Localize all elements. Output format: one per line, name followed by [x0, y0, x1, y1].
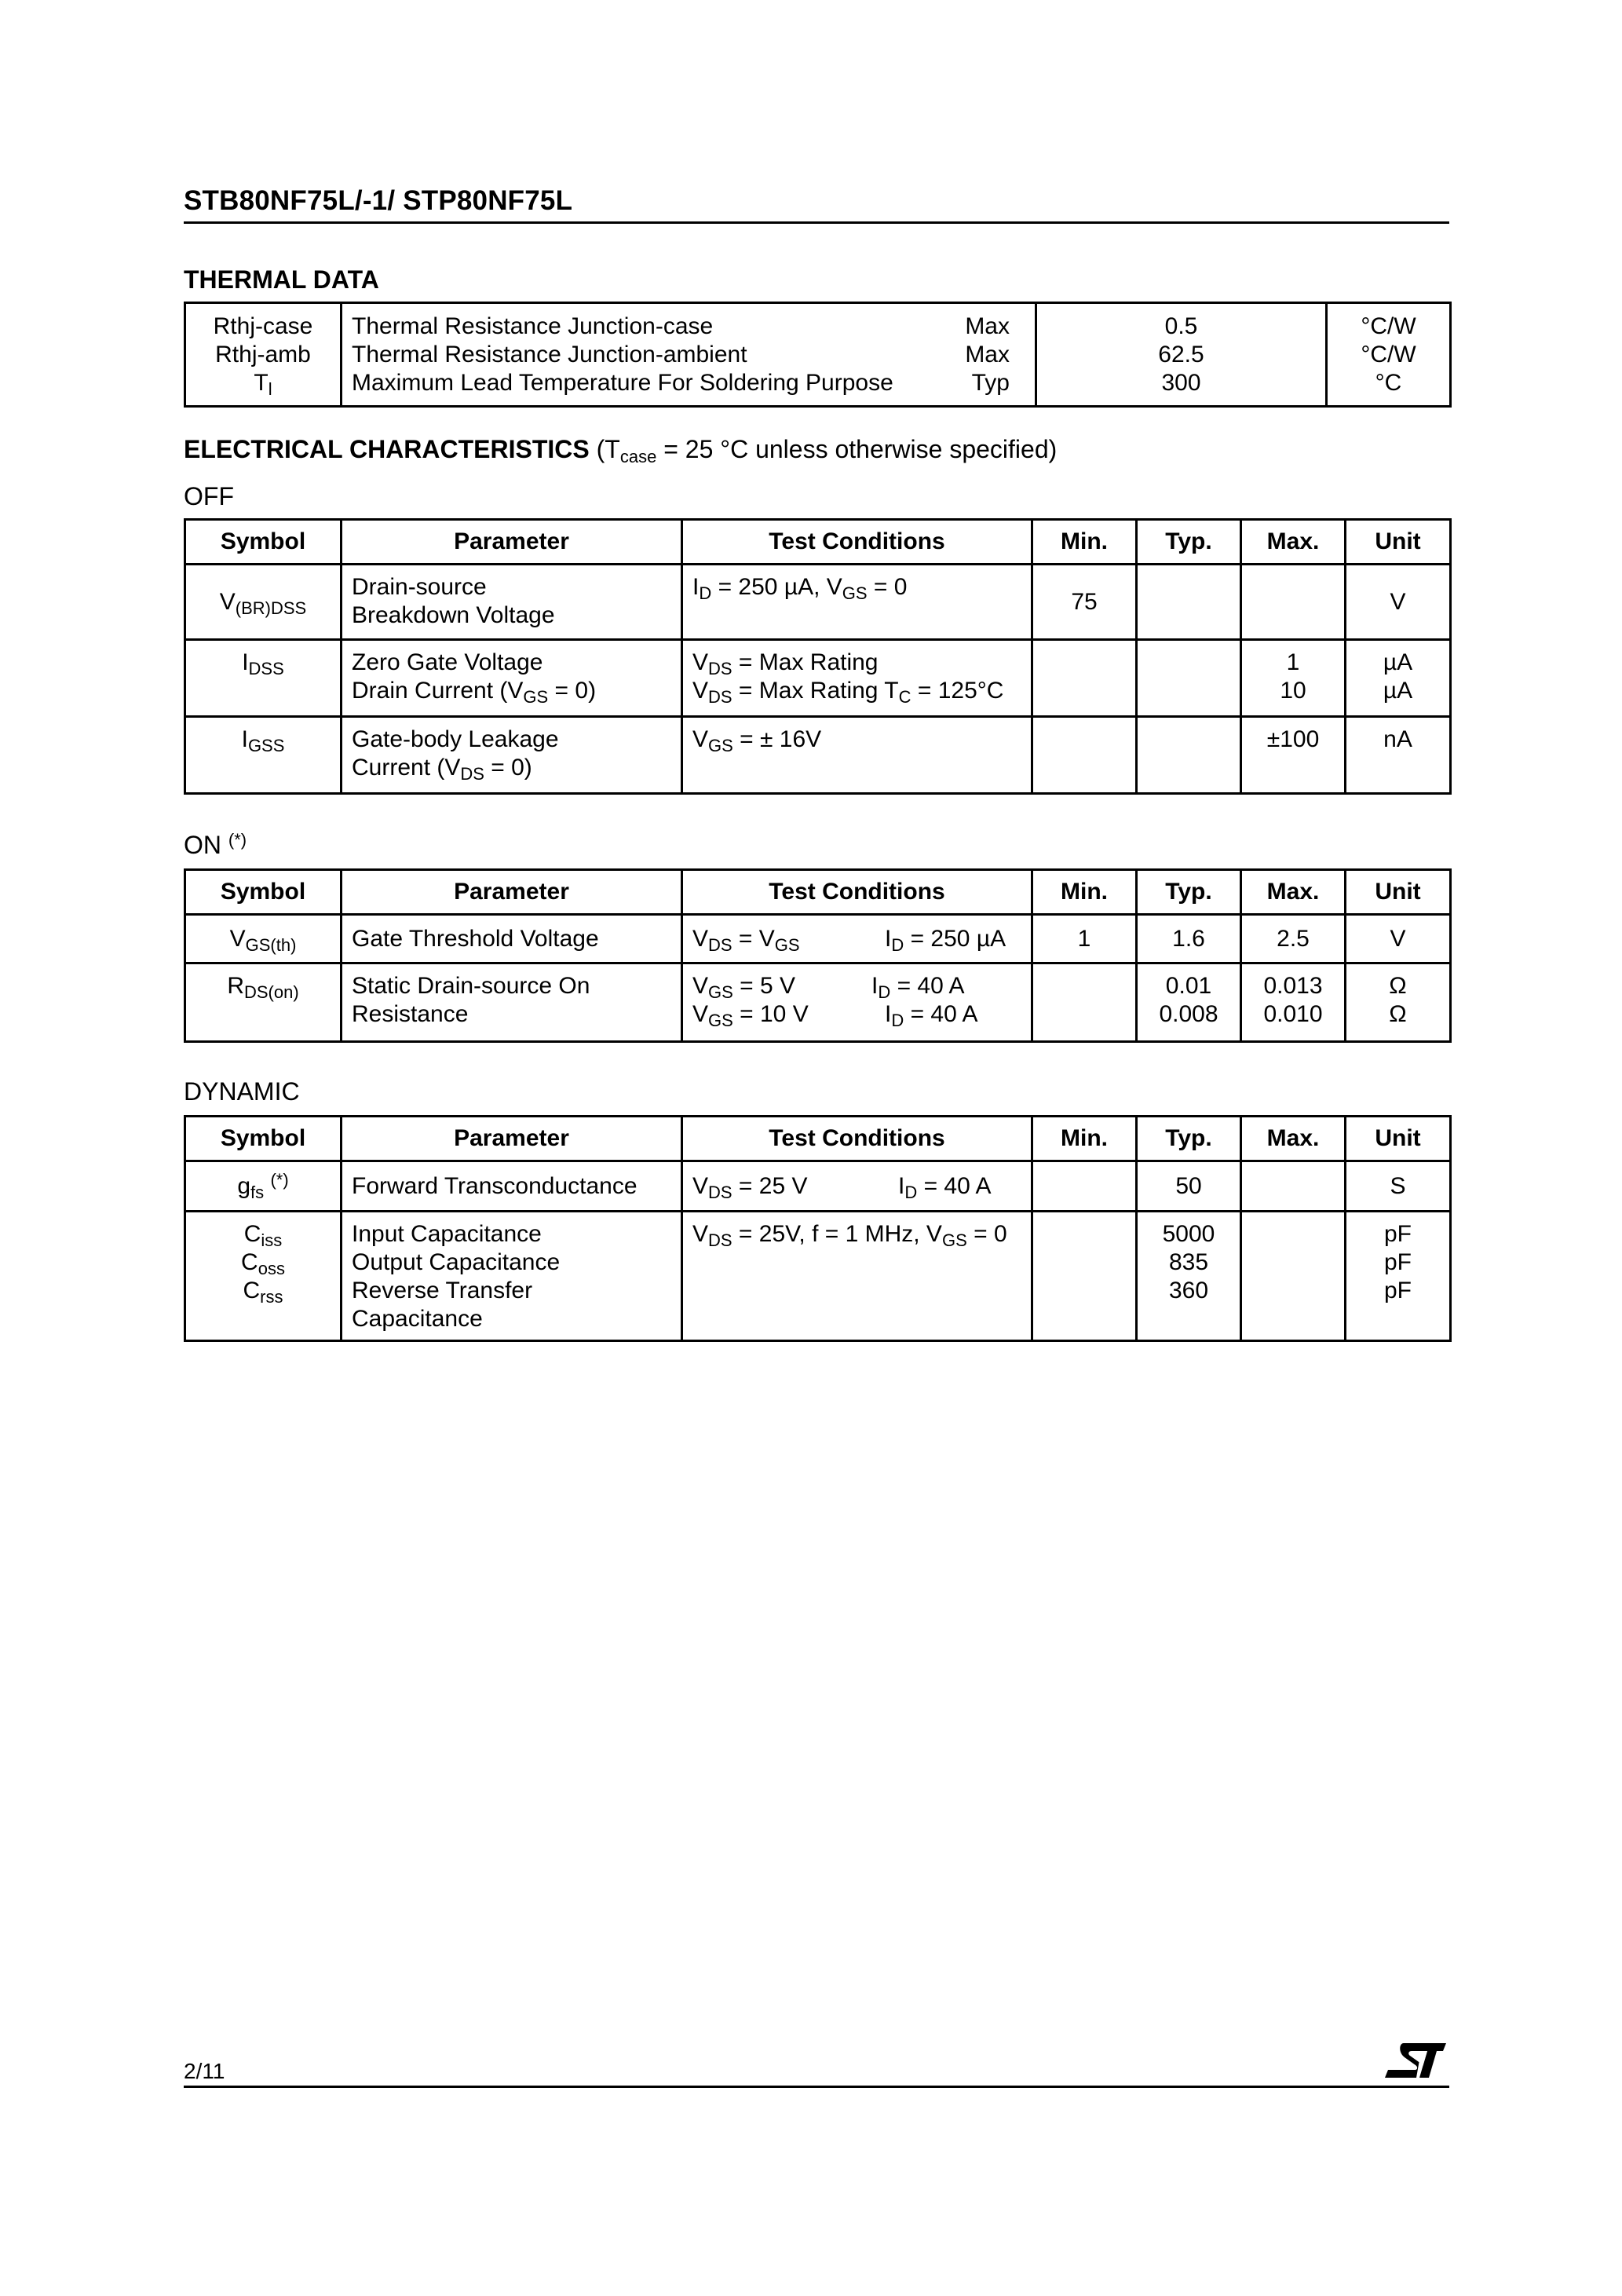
unit-value: Ω	[1389, 973, 1407, 999]
typ-cell	[1137, 717, 1241, 794]
dynamic-table	[184, 1115, 1452, 1342]
col-test-conditions: Test Conditions	[682, 870, 1032, 915]
cond-sub: GS	[842, 583, 868, 603]
cond-text: I	[885, 1001, 892, 1027]
st-logo-graphic	[1380, 2038, 1448, 2082]
cond-text: = 0	[867, 574, 908, 600]
parameter-text: = 0)	[548, 678, 597, 704]
cond-sub: D	[699, 583, 712, 603]
thermal-description: Thermal Resistance Junction-ambient	[352, 341, 747, 367]
cond-text: = 40 A	[904, 1001, 978, 1027]
table-row	[185, 1212, 1451, 1341]
thermal-description: Thermal Resistance Junction-case	[352, 313, 714, 339]
symbol-subscript: (BR)DSS	[235, 598, 307, 618]
cond-sub: D	[904, 1182, 918, 1202]
typ-cell	[1137, 640, 1241, 717]
cond-text: = V	[732, 925, 775, 952]
on-header-row	[185, 870, 1451, 915]
cond-text: = 10 V	[732, 1001, 809, 1027]
parameter-text: Zero Gate Voltage	[352, 649, 543, 675]
thermal-description: Maximum Lead Temperature For Soldering Purpose	[352, 369, 893, 396]
col-min: Min.	[1032, 1117, 1137, 1161]
cond-text: = 5 V	[732, 973, 796, 999]
symbol-text: C	[243, 1278, 261, 1303]
parameter-cell	[342, 717, 682, 794]
cond-sub: GS	[708, 736, 733, 755]
parameter-text: Capacitance	[352, 1306, 483, 1332]
dynamic-heading: DYNAMIC	[184, 1077, 300, 1106]
parameter-cell: Forward Transconductance	[342, 1161, 682, 1212]
symbol-text: C	[243, 1221, 261, 1247]
max-cell	[1241, 963, 1346, 1042]
cond-text: = ± 16V	[732, 726, 822, 752]
on-heading-text: ON	[184, 831, 221, 859]
unit-cell: V	[1346, 565, 1451, 640]
max-value: ±100	[1266, 726, 1320, 752]
cond-text: = 25V, f = 1 MHz, V	[732, 1221, 942, 1247]
symbol-text: g	[237, 1172, 250, 1199]
typ-value: 835	[1168, 1249, 1209, 1275]
thermal-symbol-subscript: l	[268, 378, 272, 399]
unit-cell: S	[1346, 1161, 1451, 1212]
cond-text: = 250 µA, V	[711, 574, 842, 600]
col-unit: Unit	[1346, 870, 1451, 915]
thermal-unit: °C	[1375, 369, 1402, 396]
col-min: Min.	[1032, 520, 1137, 565]
thermal-qualifier: Max	[965, 313, 1010, 339]
min-cell: 1	[1032, 915, 1137, 963]
typ-value: 0.01	[1165, 973, 1212, 999]
st-logo-icon	[1380, 2038, 1448, 2082]
cond-text: I	[692, 574, 700, 600]
electrical-heading	[184, 435, 1057, 464]
cond-right	[898, 1173, 991, 1200]
electrical-condition-rest: = 25 °C unless otherwise specified)	[656, 435, 1058, 463]
on-heading-note: (*)	[228, 830, 247, 850]
symbol-subscript: fs	[250, 1182, 265, 1202]
parameter-text: Input Capacitance	[352, 1221, 542, 1247]
cond-text: = 25 V	[732, 1172, 808, 1199]
thermal-value: 300	[1161, 369, 1201, 396]
col-max: Max.	[1241, 520, 1346, 565]
table-row	[185, 717, 1451, 794]
unit-value: nA	[1383, 726, 1412, 752]
on-table	[184, 868, 1452, 1043]
min-cell	[1032, 640, 1137, 717]
max-cell	[1241, 1161, 1346, 1212]
cond-left	[692, 1000, 885, 1029]
typ-value: 0.008	[1159, 1001, 1218, 1027]
parameter-text: Current (V	[352, 755, 461, 781]
symbol-text: I	[241, 726, 248, 752]
unit-value: pF	[1383, 1278, 1412, 1303]
conditions-cell	[682, 565, 1032, 640]
symbol-cell	[185, 963, 342, 1042]
symbol-text: V	[229, 925, 246, 952]
unit-value: Ω	[1389, 1001, 1407, 1027]
cond-text: = 0	[966, 1221, 1007, 1247]
parameter-cell	[342, 1212, 682, 1341]
cond-text: = 250 µA	[904, 925, 1006, 952]
symbol-subscript: oss	[258, 1259, 285, 1278]
thermal-qualifier: Max	[965, 341, 1010, 367]
cond-sub: DS	[708, 934, 732, 955]
col-min: Min.	[1032, 870, 1137, 915]
cond-sub: DS	[708, 1230, 732, 1250]
parameter-text: Drain Current (V	[352, 678, 524, 704]
symbol-subscript: DS(on)	[243, 982, 299, 1002]
parameter-text: Gate-body Leakage	[352, 726, 559, 752]
typ-cell	[1137, 565, 1241, 640]
electrical-heading-text: ELECTRICAL CHARACTERISTICS	[184, 435, 590, 463]
thermal-descriptions	[342, 303, 1036, 407]
symbol-text: R	[227, 973, 244, 999]
typ-cell: 1.6	[1137, 915, 1241, 963]
symbol-subscript: rss	[260, 1287, 283, 1307]
thermal-unit: °C/W	[1361, 313, 1416, 339]
on-heading	[184, 831, 247, 860]
symbol-cell	[185, 717, 342, 794]
cond-text: V	[692, 1001, 709, 1027]
symbol-cell	[185, 565, 342, 640]
cond-text: I	[885, 925, 892, 952]
conditions-cell	[682, 640, 1032, 717]
cond-sub: D	[891, 1011, 904, 1030]
symbol-subscript: iss	[261, 1230, 283, 1250]
symbol-subscript: GSS	[247, 736, 285, 755]
thermal-table	[184, 302, 1452, 408]
cond-text: V	[692, 1221, 709, 1247]
cond-text: = Max Rating T	[732, 678, 899, 704]
cond-text: V	[692, 925, 709, 952]
symbol-cell	[185, 1161, 342, 1212]
unit-value: µA	[1383, 649, 1413, 675]
thermal-value: 0.5	[1164, 313, 1198, 339]
thermal-row-group	[185, 303, 1451, 407]
symbol-cell	[185, 915, 342, 963]
parameter-cell	[342, 565, 682, 640]
symbol-cell	[185, 640, 342, 717]
typ-cell	[1137, 1212, 1241, 1341]
table-row	[185, 963, 1451, 1042]
symbol-text: I	[242, 649, 249, 675]
off-table	[184, 518, 1452, 795]
cond-text: = 125°C	[911, 678, 1004, 704]
table-row	[185, 915, 1451, 963]
min-cell: 75	[1032, 565, 1137, 640]
cond-text: I	[871, 973, 879, 999]
conditions-cell	[682, 717, 1032, 794]
col-parameter: Parameter	[342, 870, 682, 915]
typ-cell	[1137, 963, 1241, 1042]
cond-text: I	[898, 1172, 905, 1199]
unit-cell	[1346, 963, 1451, 1042]
off-heading: OFF	[184, 482, 234, 510]
parameter-text: = 0)	[484, 755, 532, 781]
symbol-subscript: DSS	[248, 659, 284, 678]
parameter-cell: Gate Threshold Voltage	[342, 915, 682, 963]
cond-text: V	[692, 726, 709, 752]
cond-line	[692, 1173, 1021, 1200]
col-parameter: Parameter	[342, 1117, 682, 1161]
cond-text: V	[692, 678, 709, 704]
parameter-text: Breakdown Voltage	[352, 602, 555, 628]
unit-value: µA	[1383, 678, 1413, 704]
cond-line	[692, 925, 1021, 955]
dynamic-header-row	[185, 1117, 1451, 1161]
thermal-value: 62.5	[1158, 341, 1204, 367]
parameter-text: Resistance	[352, 1001, 469, 1027]
thermal-values	[1036, 303, 1327, 407]
parameter-sub: GS	[523, 687, 549, 707]
thermal-unit: °C/W	[1361, 341, 1416, 367]
typ-value: 360	[1168, 1278, 1209, 1303]
symbol-subscript: GS(th)	[245, 934, 297, 955]
col-max: Max.	[1241, 1117, 1346, 1161]
cond-text: = 40 A	[917, 1172, 992, 1199]
cond-text: V	[692, 973, 709, 999]
electrical-condition-sub: case	[619, 447, 657, 466]
thermal-symbols	[185, 303, 342, 407]
unit-cell	[1346, 640, 1451, 717]
col-symbol: Symbol	[185, 520, 342, 565]
parameter-text: Drain-source	[352, 574, 487, 600]
symbol-cell	[185, 1212, 342, 1341]
cond-right	[871, 972, 964, 1000]
thermal-symbol: T	[254, 369, 269, 396]
cond-text: = Max Rating	[732, 649, 879, 675]
col-unit: Unit	[1346, 520, 1451, 565]
col-symbol: Symbol	[185, 870, 342, 915]
symbol-text: C	[241, 1249, 258, 1275]
unit-cell	[1346, 1212, 1451, 1341]
thermal-heading: THERMAL DATA	[184, 265, 379, 294]
conditions-cell	[682, 1212, 1032, 1341]
conditions-cell	[682, 963, 1032, 1042]
cond-right	[885, 1000, 977, 1029]
table-row	[185, 565, 1451, 640]
col-typ: Typ.	[1137, 870, 1241, 915]
max-value: 0.010	[1263, 1001, 1323, 1027]
cond-text: = 40 A	[890, 973, 965, 999]
footer-rule	[184, 2086, 1449, 2088]
off-header-row	[185, 520, 1451, 565]
max-value: 1	[1286, 649, 1300, 675]
typ-value: 5000	[1162, 1221, 1215, 1247]
col-symbol: Symbol	[185, 1117, 342, 1161]
parameter-text: Reverse Transfer	[352, 1278, 533, 1303]
max-cell	[1241, 1212, 1346, 1341]
parameter-cell	[342, 640, 682, 717]
parameter-text: Output Capacitance	[352, 1249, 561, 1275]
max-value: 0.013	[1263, 973, 1323, 999]
parameter-text: Static Drain-source On	[352, 973, 590, 999]
table-row	[185, 640, 1451, 717]
symbol-note: (*)	[270, 1169, 289, 1190]
page-number: 2/11	[184, 2059, 225, 2083]
cond-sub: GS	[708, 982, 733, 1002]
thermal-units	[1327, 303, 1451, 407]
min-cell	[1032, 717, 1137, 794]
cond-sub: DS	[708, 687, 732, 707]
cond-left	[692, 925, 885, 955]
cond-line	[692, 1000, 1021, 1029]
parameter-cell	[342, 963, 682, 1042]
unit-cell	[1346, 717, 1451, 794]
conditions-cell	[682, 1161, 1032, 1212]
max-cell	[1241, 565, 1346, 640]
max-cell: 2.5	[1241, 915, 1346, 963]
typ-cell: 50	[1137, 1161, 1241, 1212]
cond-line	[692, 972, 1021, 1000]
electrical-condition-open: (T	[596, 435, 620, 463]
symbol-text: V	[219, 588, 236, 615]
document-title: STB80NF75L/-1/ STP80NF75L	[184, 185, 573, 216]
cond-sub: D	[891, 934, 904, 955]
max-cell	[1241, 640, 1346, 717]
unit-value: pF	[1383, 1249, 1412, 1275]
thermal-symbol: Rthj-case	[213, 313, 313, 339]
unit-value: pF	[1383, 1221, 1412, 1247]
col-parameter: Parameter	[342, 520, 682, 565]
table-row	[185, 1161, 1451, 1212]
min-cell	[1032, 1161, 1137, 1212]
max-value: 10	[1280, 678, 1306, 704]
cond-sub: D	[878, 982, 891, 1002]
cond-sub: DS	[708, 659, 732, 678]
cond-sub: GS	[941, 1230, 967, 1250]
col-max: Max.	[1241, 870, 1346, 915]
col-unit: Unit	[1346, 1117, 1451, 1161]
cond-sub: GS	[708, 1011, 733, 1030]
cond-right	[885, 925, 1006, 955]
parameter-sub: DS	[460, 764, 484, 784]
header-rule	[184, 221, 1449, 224]
unit-cell: V	[1346, 915, 1451, 963]
thermal-symbol: Rthj-amb	[215, 341, 311, 367]
cond-text: V	[692, 649, 709, 675]
col-typ: Typ.	[1137, 520, 1241, 565]
max-cell	[1241, 717, 1346, 794]
electrical-condition	[596, 435, 1058, 466]
cond-sub: C	[898, 687, 911, 707]
cond-left	[692, 1173, 898, 1200]
cond-sub: GS	[774, 934, 800, 955]
col-test-conditions: Test Conditions	[682, 520, 1032, 565]
cond-text: V	[692, 1172, 709, 1199]
conditions-cell	[682, 915, 1032, 963]
cond-sub: DS	[708, 1182, 732, 1202]
thermal-qualifier: Typ	[971, 369, 1010, 396]
cond-left	[692, 972, 871, 1000]
min-cell	[1032, 1212, 1137, 1341]
col-typ: Typ.	[1137, 1117, 1241, 1161]
min-cell	[1032, 963, 1137, 1042]
col-test-conditions: Test Conditions	[682, 1117, 1032, 1161]
